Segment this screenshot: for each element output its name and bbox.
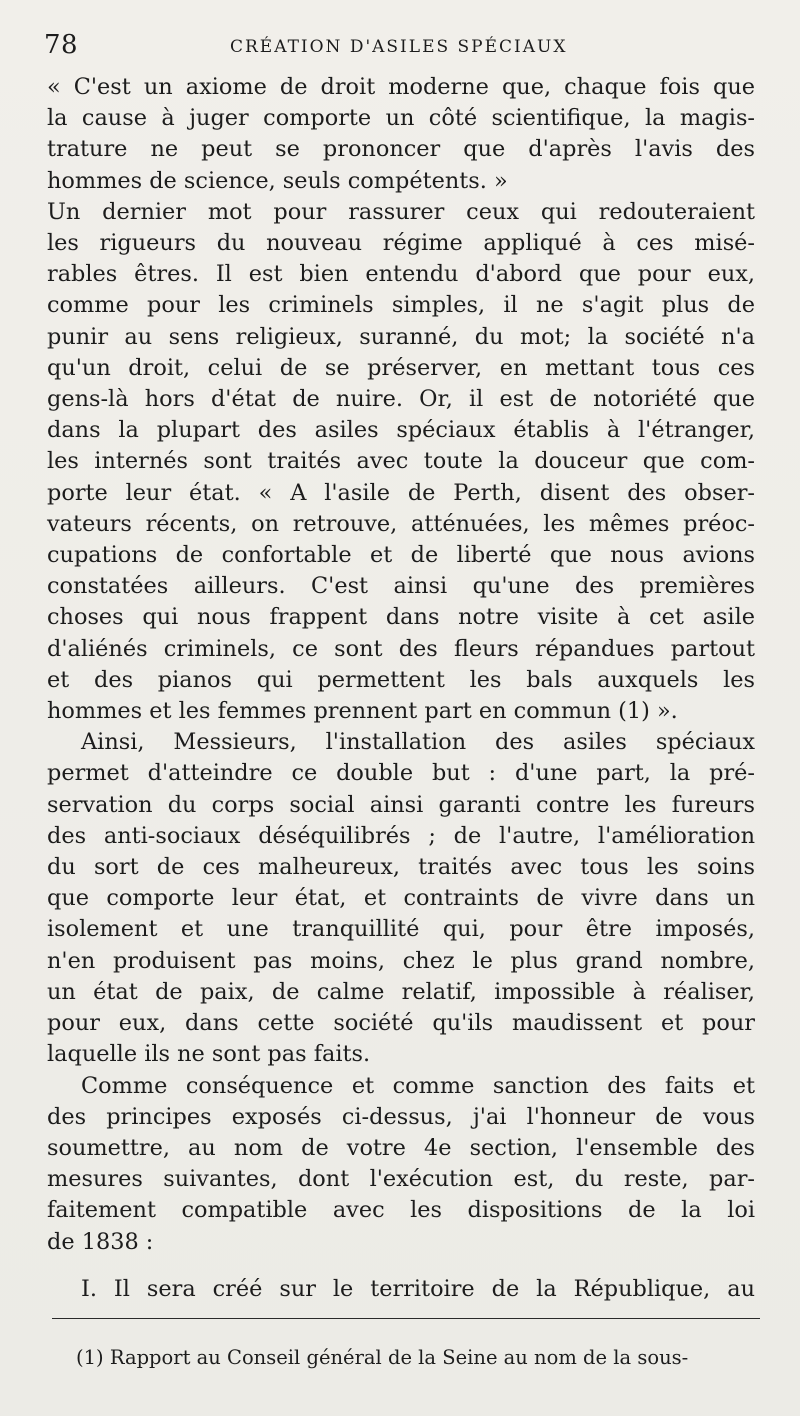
paragraph-comme-consequence: [47, 1071, 755, 1258]
paragraph-quote-axiome: [47, 72, 755, 197]
text-line: punir au sens religieux, suranné, du mot; la société n'a: [47, 323, 755, 350]
footnote-rule: [52, 1318, 760, 1319]
paragraph-article-one: [47, 1274, 755, 1305]
page-number: 78: [44, 30, 79, 60]
text-line: laquelle ils ne sont pas faits.: [47, 1041, 371, 1068]
text-line: mesures suivantes, dont l'exécution est, du reste, par-: [47, 1166, 755, 1193]
text-line: vateurs récents, on retrouve, atténuées, les mêmes préoc-: [47, 510, 755, 537]
text-line: comme pour les criminels simples, il ne s'agit plus de: [47, 292, 755, 319]
text-line: du sort de ces malheureux, traités avec tous les soins: [47, 854, 755, 881]
text-line: pour eux, dans cette société qu'ils maudissent et pour: [47, 1010, 755, 1037]
text-line: permet d'atteindre ce double but : d'une part, la pré-: [47, 760, 755, 787]
text-line: servation du corps social ainsi garanti contre les fureurs: [47, 791, 755, 818]
body-text: [47, 72, 755, 1305]
text-line: la cause à juger comporte un côté scientifique, la magis-: [47, 105, 755, 132]
text-line: porte leur état. « A l'asile de Perth, disent des obser-: [47, 479, 755, 506]
text-line: Un dernier mot pour rassurer ceux qui redouteraient: [47, 198, 755, 225]
text-line: rables êtres. Il est bien entendu d'abord que pour eux,: [47, 261, 755, 288]
text-line: qu'un droit, celui de se préserver, en mettant tous ces: [47, 354, 755, 381]
text-line: un état de paix, de calme relatif, impossible à réaliser,: [47, 978, 755, 1005]
text-line: I. Il sera créé sur le territoire de la République, au: [81, 1275, 755, 1302]
text-line: que comporte leur état, et contraints de vivre dans un: [47, 885, 755, 912]
text-line: gens-là hors d'état de nuire. Or, il est de notoriété que: [47, 386, 755, 413]
text-line: isolement et une tranquillité qui, pour être imposés,: [47, 916, 755, 943]
text-line: soumettre, au nom de votre 4e section, l'ensemble des: [47, 1134, 755, 1161]
footnote: (1) Rapport au Conseil général de la Seine au nom de la sous-: [76, 1346, 689, 1369]
text-line: hommes de science, seuls compétents. »: [47, 167, 508, 194]
text-line: hommes et les femmes prennent part en commun (1) ».: [47, 698, 678, 725]
running-head: [44, 30, 756, 62]
text-line: les internés sont traités avec toute la douceur que com-: [47, 448, 755, 475]
text-line: n'en produisent pas moins, chez le plus grand nombre,: [47, 947, 755, 974]
text-line: trature ne peut se prononcer que d'après l'avis des: [47, 136, 755, 163]
text-line: constatées ailleurs. C'est ainsi qu'une des premières: [47, 573, 755, 600]
text-line: « C'est un axiome de droit moderne que, chaque fois que: [47, 74, 755, 100]
text-line: des anti-sociaux déséquilibrés ; de l'autre, l'amélioration: [47, 822, 755, 849]
text-line: choses qui nous frappent dans notre visite à cet asile: [47, 604, 755, 631]
paragraph-dernier-mot: [47, 197, 755, 727]
text-line: et des pianos qui permettent les bals auxquels les: [47, 666, 755, 693]
running-title: CRÉATION D'ASILES SPÉCIAUX: [230, 37, 568, 57]
text-line: des principes exposés ci-dessus, j'ai l'honneur de vous: [47, 1103, 755, 1130]
paragraph-gap: [47, 1258, 755, 1274]
text-line: les rigueurs du nouveau régime appliqué à ces misé-: [47, 230, 755, 257]
text-line: d'aliénés criminels, ce sont des fleurs répandues partout: [47, 635, 755, 662]
text-line: Ainsi, Messieurs, l'installation des asiles spéciaux: [81, 729, 755, 756]
text-line: faitement compatible avec les dispositions de la loi: [47, 1197, 755, 1224]
text-line: cupations de confortable et de liberté que nous avions: [47, 542, 755, 569]
paragraph-ainsi-messieurs: [47, 727, 755, 1070]
text-line: Comme conséquence et comme sanction des faits et: [81, 1072, 755, 1099]
text-line: dans la plupart des asiles spéciaux établis à l'étranger,: [47, 417, 755, 444]
text-line: de 1838 :: [47, 1228, 154, 1255]
